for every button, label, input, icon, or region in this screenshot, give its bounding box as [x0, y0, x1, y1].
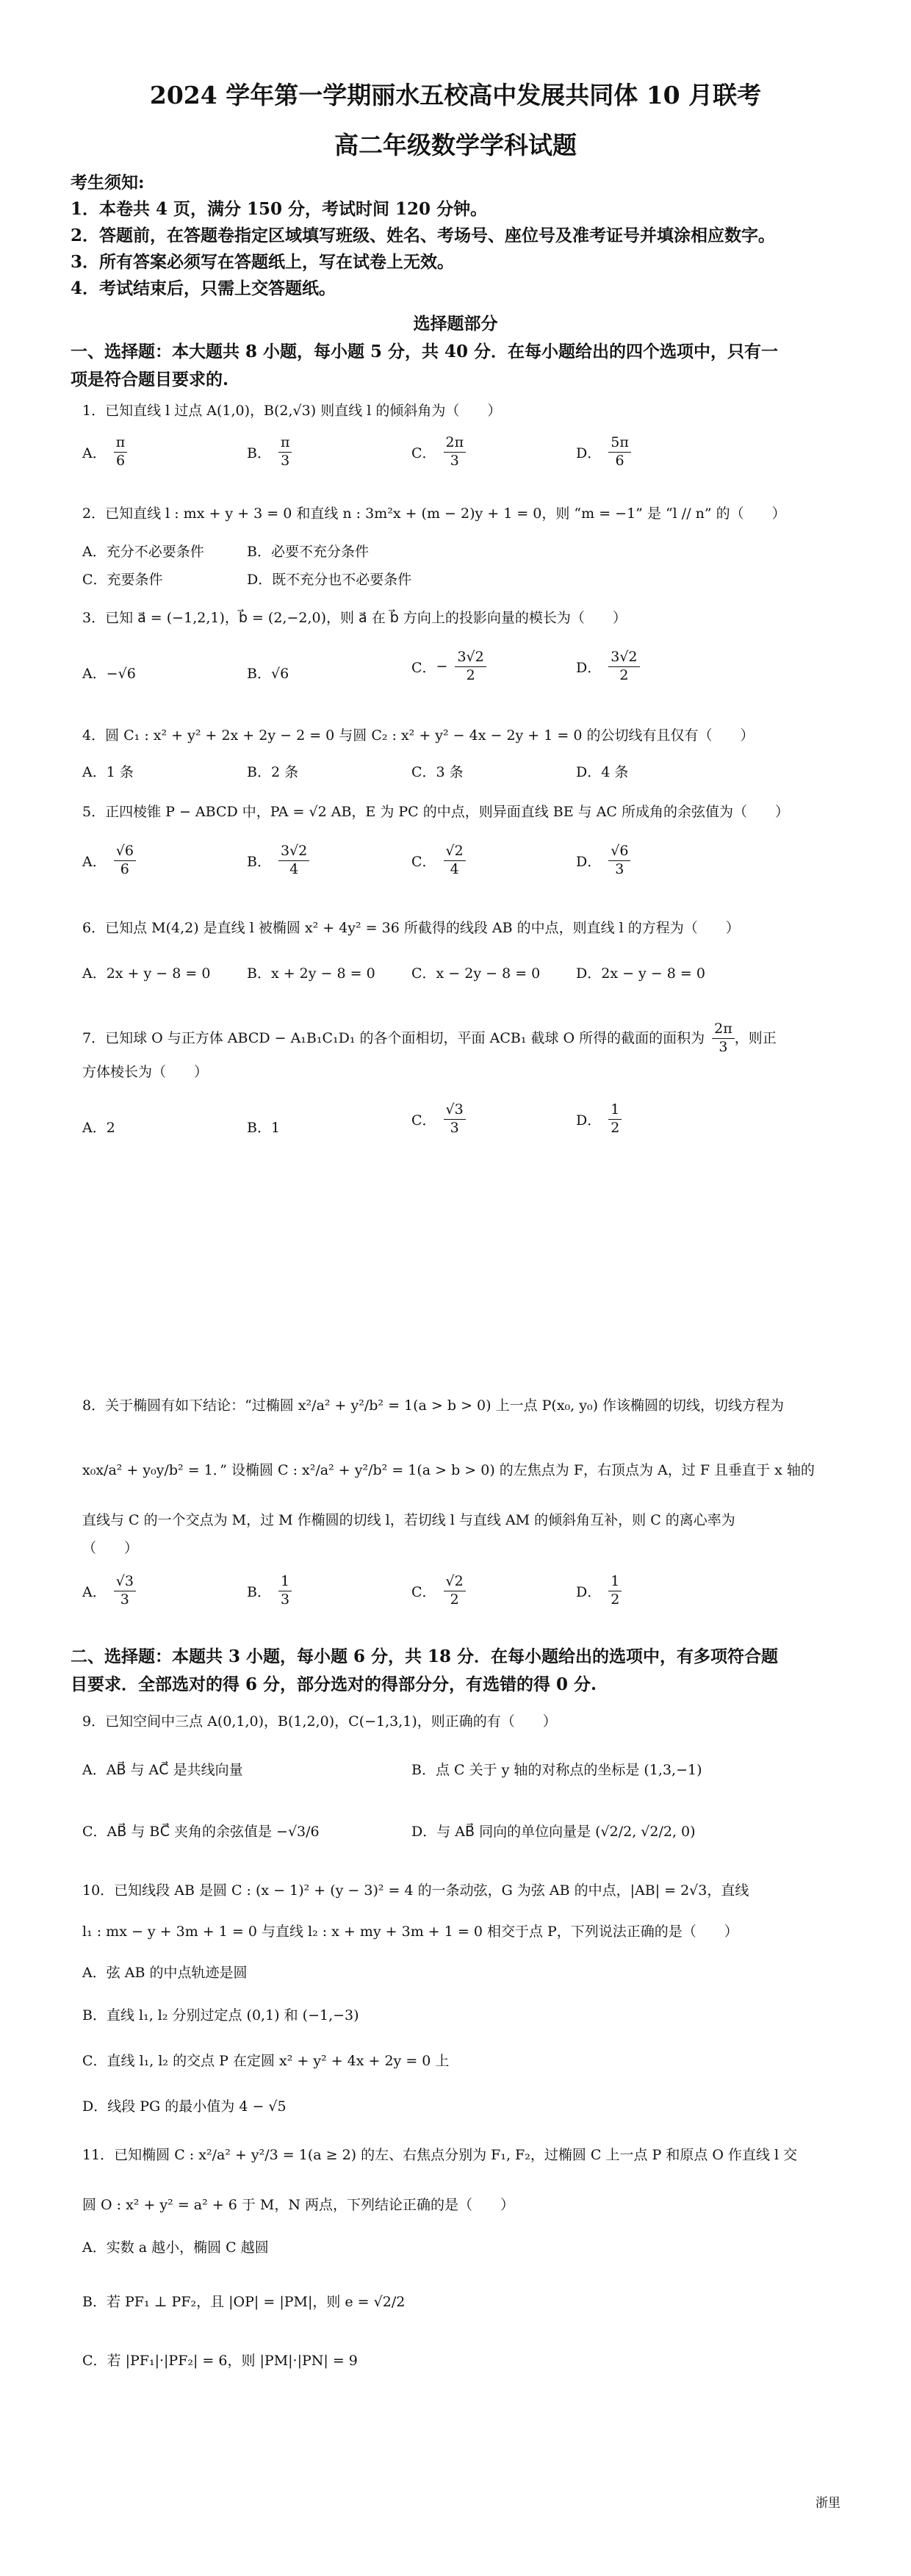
q5-option-a: A． $\frac{√6}{6}$	[82, 843, 136, 878]
q9-stem: 9．已知空间中三点 A(0,1,0)，B(1,2,0)，C(−1,3,1)，则正确的有（ ）	[82, 1713, 557, 1730]
q3-option-b: B．√6	[247, 666, 289, 682]
q10-option-d: D．线段 PG 的最小值为 4 − √5	[82, 2098, 287, 2115]
q1-stem: 1．已知直线 l 过点 A(1,0)，B(2,√3) 则直线 l 的倾斜角为（ ）	[82, 403, 502, 419]
q8-option-b: B． $\frac{1}{3}$	[247, 1574, 292, 1608]
q11-stem-line1: 11．已知椭圆 C : x²/a² + y²/3 = 1(a ≥ 2) 的左、右焦点分别为 F₁, F₂，过椭圆 C 上一点 P 和原点 O 作直线 l 交	[82, 2147, 798, 2163]
q2-option-c: C．充要条件	[82, 572, 163, 588]
q9-option-b: B．点 C 关于 y 轴的对称点的坐标是 (1,3,−1)	[411, 1762, 702, 1778]
q3-option-a: A．−√6	[82, 666, 136, 682]
q1-option-c: C． $\frac{2\pi}{3}$	[411, 435, 466, 469]
q11-option-b: B．若 PF₁ ⊥ PF₂，且 |OP| = |PM|，则 e = √2/2	[82, 2294, 406, 2310]
q8-stem-line3: 直线与 C 的一个交点为 M，过 M 作椭圆的切线 l，若切线 l 与直线 AM 的倾斜角互补，则 C 的离心率为	[82, 1512, 735, 1528]
q8-option-d: D． $\frac{1}{2}$	[576, 1574, 622, 1608]
q1-option-a: A． $\frac{\pi}{6}$	[82, 435, 127, 469]
q7-option-a: A．2	[82, 1120, 115, 1136]
q2-stem: 2．已知直线 l : mx + y + 3 = 0 和直线 n : 3m²x + (m − 2)y + 1 = 0，则 “m = −1” 是 “l // n” 的（ ）	[82, 506, 786, 522]
q7-option-d: D． $\frac{1}{2}$	[576, 1102, 622, 1137]
part1-instruction-line2: 项是符合题目要求的.	[71, 370, 229, 389]
q11-stem-line2: 圆 O : x² + y² = a² + 6 于 M，N 两点，下列结论正确的是（ ）	[82, 2197, 515, 2213]
notice-item-2: 2．答题前，在答题卷指定区域填写班级、姓名、考场号、座位号及准考证号并填涂相应数字。	[71, 226, 776, 245]
notice-heading: 考生须知:	[71, 173, 145, 193]
q4-stem: 4．圆 C₁ : x² + y² + 2x + 2y − 2 = 0 与圆 C₂ : x² + y² − 4x − 2y + 1 = 0 的公切线有且仅有（ ）	[82, 727, 755, 744]
q5-stem: 5．正四棱锥 P − ABCD 中，PA = √2 AB，E 为 PC 的中点，则异面直线 BE 与 AC 所成角的余弦值为（ ）	[82, 804, 789, 820]
page-footer: 浙里	[815, 2496, 840, 2511]
q4-option-b: B．2 条	[247, 764, 299, 780]
part1-instruction-line1: 一、选择题：本大题共 8 小题，每小题 5 分，共 40 分．在每小题给出的四个选项中，只有一	[71, 342, 779, 361]
q3-option-c: C．− $\frac{3√2}{2}$	[411, 650, 486, 684]
q8-stem-line2: x₀x/a² + y₀y/b² = 1．” 设椭圆 C : x²/a² + y²/b² = 1(a > b > 0) 的左焦点为 F，右顶点为 A，过 F 且垂直于 x 轴的	[82, 1462, 815, 1478]
q6-stem: 6．已知点 M(4,2) 是直线 l 被椭圆 x² + 4y² = 36 所截得的线段 AB 的中点，则直线 l 的方程为（ ）	[82, 920, 740, 936]
q5-option-d: D． $\frac{√6}{3}$	[576, 843, 630, 878]
q8-stem-line1: 8．关于椭圆有如下结论：“过椭圆 x²/a² + y²/b² = 1(a > b > 0) 上一点 P(x₀, y₀) 作该椭圆的切线，切线方程为	[82, 1397, 785, 1414]
q6-option-c: C．x − 2y − 8 = 0	[411, 965, 541, 982]
q8-option-c: C． $\frac{√2}{2}$	[411, 1574, 466, 1608]
q8-option-a: A． $\frac{√3}{3}$	[82, 1574, 136, 1608]
q9-option-c: C．AB⃗ 与 BC⃗ 夹角的余弦值是 −√3/6	[82, 1824, 320, 1840]
q4-option-a: A．1 条	[82, 764, 134, 780]
q2-option-d: D．既不充分也不必要条件	[247, 572, 412, 588]
notice-item-1: 1．本卷共 4 页，满分 150 分，考试时间 120 分钟。	[71, 199, 488, 219]
q11-option-a: A．实数 a 越小，椭圆 C 越圆	[82, 2239, 269, 2256]
q7-option-b: B．1	[247, 1120, 281, 1136]
q6-option-b: B．x + 2y − 8 = 0	[247, 965, 375, 982]
part1-title: 选择题部分	[413, 314, 498, 334]
q10-option-a: A．弦 AB 的中点轨迹是圆	[82, 1965, 248, 1981]
notice-item-4: 4．考试结束后，只需上交答题纸。	[71, 278, 336, 298]
part2-instruction-line1: 二、选择题：本题共 3 小题，每小题 6 分，共 18 分．在每小题给出的选项中，有多项符合题	[71, 1647, 779, 1666]
q3-stem: 3．已知 a⃗ = (−1,2,1)，b⃗ = (2,−2,0)，则 a⃗ 在 b⃗ 方向上的投影向量的模长为（ ）	[82, 610, 627, 626]
part2-instruction-line2: 目要求．全部选对的得 6 分，部分选对的得部分分，有选错的得 0 分.	[71, 1674, 597, 1694]
q5-option-b: B． $\frac{3√2}{4}$	[247, 843, 309, 878]
exam-subtitle: 高二年级数学学科试题	[334, 131, 577, 159]
q4-option-c: C．3 条	[411, 764, 464, 780]
q4-option-d: D．4 条	[576, 764, 629, 780]
notice-item-3: 3．所有答案必须写在答题纸上，写在试卷上无效。	[71, 252, 455, 272]
q6-option-d: D．2x − y − 8 = 0	[576, 965, 705, 982]
q9-option-a: A．AB⃗ 与 AC⃗ 是共线向量	[82, 1762, 243, 1778]
q5-option-c: C． $\frac{√2}{4}$	[411, 843, 466, 878]
q10-stem-line1: 10．已知线段 AB 是圆 C : (x − 1)² + (y − 3)² = 4 的一条动弦，G 为弦 AB 的中点，|AB| = 2√3，直线	[82, 1882, 749, 1899]
q11-option-c: C．若 |PF₁|·|PF₂| = 6，则 |PM|·|PN| = 9	[82, 2353, 358, 2369]
exam-title: 2024 学年第一学期丽水五校高中发展共同体 10 月联考	[149, 81, 762, 109]
q10-option-c: C．直线 l₁, l₂ 的交点 P 在定圆 x² + y² + 4x + 2y = 0 上	[82, 2053, 450, 2069]
q8-stem-line4: （ ）	[82, 1540, 139, 1556]
q10-stem-line2: l₁ : mx − y + 3m + 1 = 0 与直线 l₂ : x + my + 3m + 1 = 0 相交于点 P，下列说法正确的是（ ）	[82, 1924, 738, 1940]
q1-option-b: B． $\frac{\pi}{3}$	[247, 435, 292, 469]
q2-option-a: A．充分不必要条件	[82, 544, 204, 560]
q10-option-b: B．直线 l₁, l₂ 分别过定点 (0,1) 和 (−1,−3)	[82, 2007, 359, 2023]
q7-stem-line2: 方体棱长为（ ）	[82, 1064, 209, 1080]
q7-option-c: C． $\frac{√3}{3}$	[411, 1102, 466, 1137]
q7-stem-line1: 7．已知球 O 与正方体 ABCD − A₁B₁C₁D₁ 的各个面相切，平面 ACB₁ 截球 O 所得的截面的面积为 $\frac{2\pi}{3}$ ，则正	[82, 1021, 777, 1055]
q3-option-d: D． $\frac{3√2}{2}$	[576, 650, 640, 684]
q6-option-a: A．2x + y − 8 = 0	[82, 965, 211, 982]
q9-option-d: D．与 AB⃗ 同向的单位向量是 (√2/2, √2/2, 0)	[411, 1824, 696, 1840]
q2-option-b: B．必要不充分条件	[247, 544, 369, 560]
q1-option-d: D． $\frac{5\pi}{6}$	[576, 435, 631, 469]
